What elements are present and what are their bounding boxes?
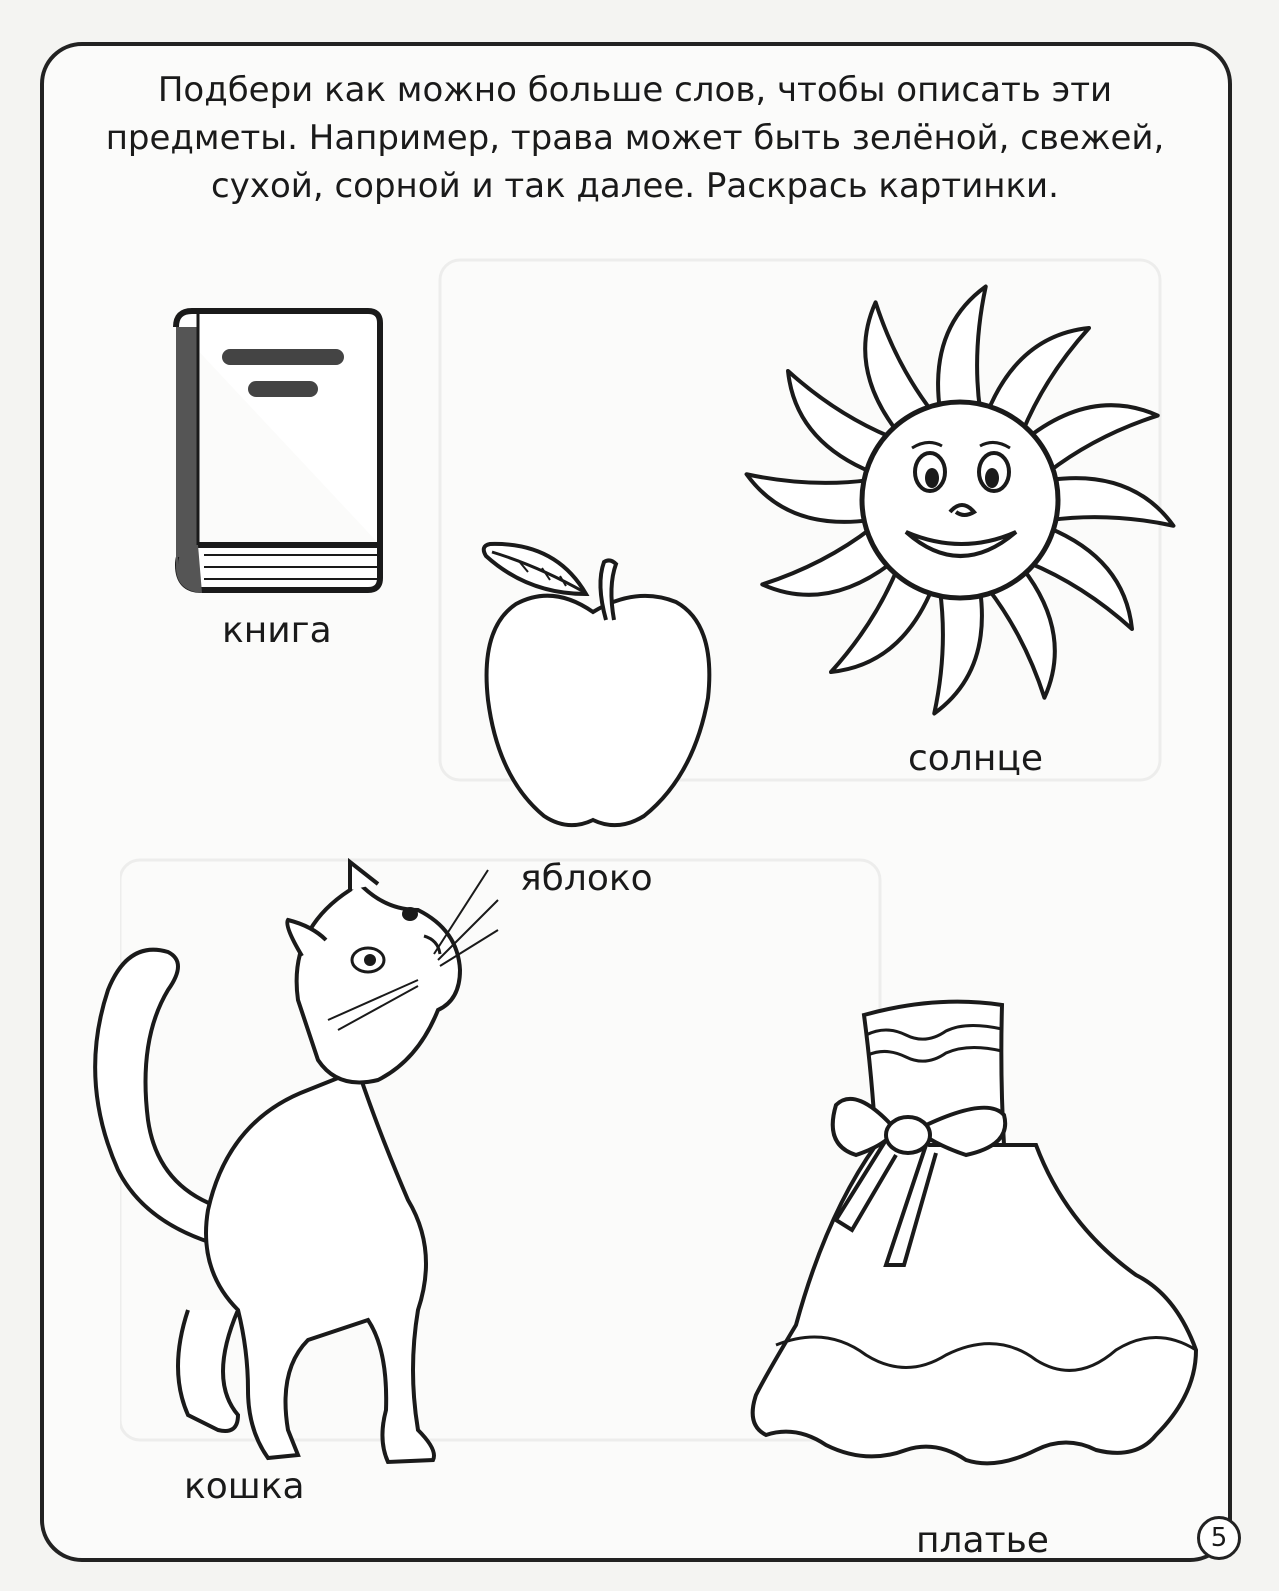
sun-ray	[934, 590, 982, 714]
apple-label: яблоко	[520, 858, 653, 899]
sun-picture	[728, 250, 1208, 730]
cat-picture	[88, 870, 508, 1470]
page-number: 5	[1197, 1516, 1241, 1560]
sun-ray	[747, 474, 871, 522]
instructions-line-2: предметы. Например, трава может быть зелёной, свежей,	[105, 118, 1165, 158]
sun-ray	[1050, 478, 1174, 526]
dress-label: платье	[916, 1520, 1049, 1561]
instructions-line-3: сухой, сорной и так далее. Раскрась картинки.	[211, 166, 1059, 206]
sun-label: солнце	[908, 738, 1044, 779]
dress-picture	[736, 995, 1206, 1470]
task-instructions	[90, 66, 1180, 210]
book-label: книга	[222, 610, 332, 651]
apple-picture	[458, 520, 728, 835]
instructions-line-1: Подбери как можно больше слов, чтобы описать эти	[157, 70, 1113, 110]
book-picture	[168, 305, 388, 600]
cat-label: кошка	[184, 1466, 305, 1507]
sun-ray	[938, 287, 986, 411]
